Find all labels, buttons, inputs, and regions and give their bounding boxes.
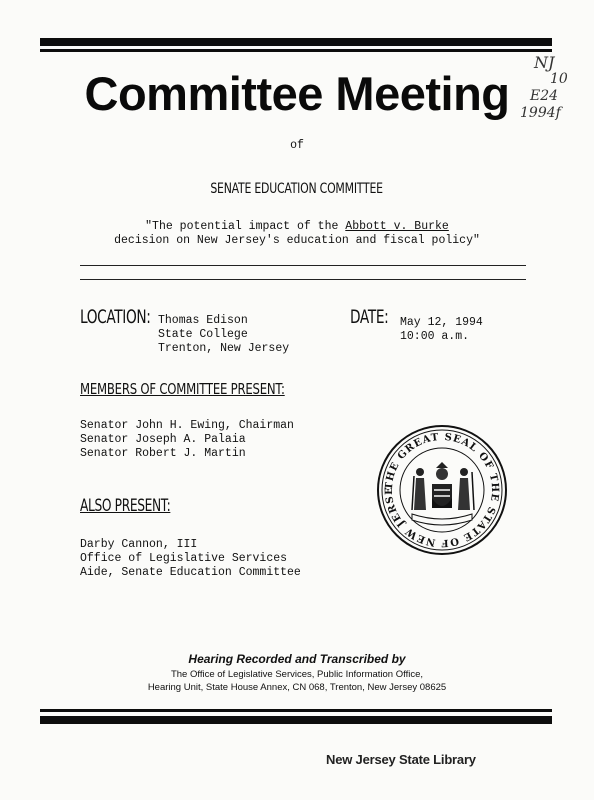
location-line: Trenton, New Jersey [158,342,290,355]
top-rule-thick [40,38,552,46]
staff-name: Darby Cannon, III [80,538,198,551]
rule-2 [80,279,526,280]
handwritten-call-number [520,54,590,122]
library-stamp: New Jersey State Library [326,752,476,767]
page-title: Committee Meeting [84,67,510,120]
location-line: State College [158,328,248,341]
credit-line: Hearing Unit, State House Annex, CN 068, Trenton, New Jersey 08625 [147,682,447,693]
date-line: May 12, 1994 [400,316,483,329]
of-label: of [290,139,304,152]
committee-name-wrap [0,180,594,198]
rule-1 [80,265,526,266]
member-name: Senator Robert J. Martin [80,447,246,460]
staff-office: Office of Legislative Services [80,552,288,565]
annotation-line: NJ [534,53,555,72]
members-label: MEMBERS OF COMMITTEE PRESENT: [80,380,285,398]
state-seal [376,424,508,556]
credit-heading: Hearing Recorded and Transcribed by [188,652,406,666]
annotation-line: E24 [530,88,559,104]
subject-pre: "The potential impact of the [145,220,346,233]
credit-line: The Office of Legislative Services, Public Information Office, [170,669,424,680]
also-present-list [80,538,301,580]
bottom-rule-thick [40,716,552,724]
annotation-line: 10 [550,71,568,87]
top-rule-thin [40,49,552,52]
time-line: 10:00 a.m. [400,330,470,343]
also-present-label: ALSO PRESENT: [80,496,171,516]
date-label: DATE: [350,306,389,328]
committee-name: SENATE EDUCATION COMMITTEE [210,181,384,197]
transcription-credit [0,652,594,694]
date-details [400,316,483,344]
case-name: Abbott v. Burke [345,220,449,233]
location-line: Thomas Edison [158,314,248,327]
subject-line-1 [0,220,594,234]
annotation-line: 1994f [520,105,561,121]
hearing-subject [0,220,594,248]
seal-ring-text: THE GREAT SEAL OF THE STATE OF NEW JERSE [383,431,501,549]
member-name: Senator Joseph A. Palaia [80,433,246,446]
bottom-rule-thin [40,709,552,712]
great-seal-icon [376,424,508,556]
member-name: Senator John H. Ewing, Chairman [80,419,294,432]
location-details [158,314,289,356]
staff-title: Aide, Senate Education Committee [80,566,301,579]
subject-line-2: decision on New Jersey's education and fiscal policy" [114,234,480,247]
members-list [80,419,294,461]
location-label: LOCATION: [80,306,151,328]
